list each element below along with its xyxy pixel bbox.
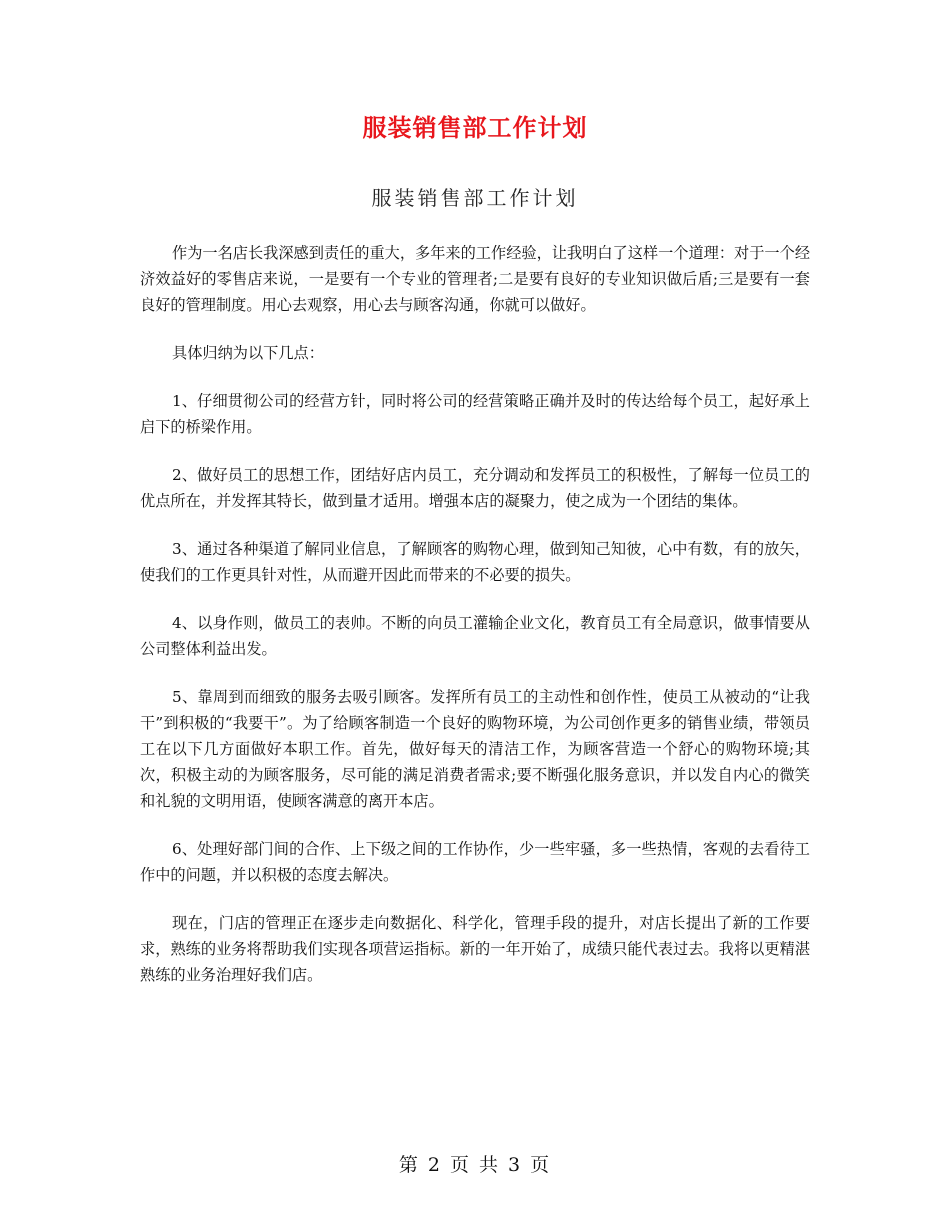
paragraph-point-1: 1、仔细贯彻公司的经营方针，同时将公司的经营策略正确并及时的传达给每个员工，起好承上启下的桥梁作用。	[140, 392, 810, 436]
paragraph-point-4: 4、以身作则，做员工的表帅。不断的向员工灌输企业文化，教育员工有全局意识，做事情要从公司整体利益出发。	[140, 614, 810, 658]
paragraph-point-2: 2、做好员工的思想工作，团结好店内员工，充分调动和发挥员工的积极性，了解每一位员工的优点所在，并发挥其特长，做到量才适用。增强本店的凝聚力，使之成为一个团结的集体。	[140, 466, 810, 510]
paragraph-intro: 作为一名店长我深感到责任的重大，多年来的工作经验，让我明白了这样一个道理：对于一个经济效益好的零售店来说，一是要有一个专业的管理者;二是要有良好的专业知识做后盾;三是要有一套良好的管理制度。用心去观察，用心去与顾客沟通，你就可以做好。	[140, 244, 810, 314]
paragraph-conclusion: 现在，门店的管理正在逐步走向数据化、科学化，管理手段的提升，对店长提出了新的工作要求，熟练的业务将帮助我们实现各项营运指标。新的一年开始了，成绩只能代表过去。我将以更精湛熟练的业务治理好我们店。	[140, 914, 810, 984]
paragraph-summary-heading: 具体归纳为以下几点：	[172, 344, 324, 362]
document-body	[140, 240, 810, 1010]
page-number-footer: 第 2 页 共 3 页	[398, 1154, 552, 1176]
page-title: 服装销售部工作计划	[362, 113, 588, 142]
paragraph-point-5: 5、靠周到而细致的服务去吸引顾客。发挥所有员工的主动性和创作性，使员工从被动的“让我干”到积极的“我要干”。为了给顾客制造一个良好的购物环境，为公司创作更多的销售业绩，带领员工在以下几方面做好本职工作。首先，做好每天的清洁工作，为顾客营造一个舒心的购物环境;其次，积极主动的为顾客服务，尽可能的满足消费者需求;要不断强化服务意识，并以发自内心的微笑和礼貌的文明用语，使顾客满意的离开本店。	[140, 688, 810, 810]
paragraph-point-6: 6、处理好部门间的合作、上下级之间的工作协作，少一些牢骚，多一些热情，客观的去看待工作中的问题，并以积极的态度去解决。	[140, 840, 810, 884]
paragraph-point-3: 3、通过各种渠道了解同业信息，了解顾客的购物心理，做到知己知彼，心中有数，有的放矢，使我们的工作更具针对性，从而避开因此而带来的不必要的损失。	[140, 540, 810, 584]
document-subtitle: 服装销售部工作计划	[371, 186, 579, 210]
